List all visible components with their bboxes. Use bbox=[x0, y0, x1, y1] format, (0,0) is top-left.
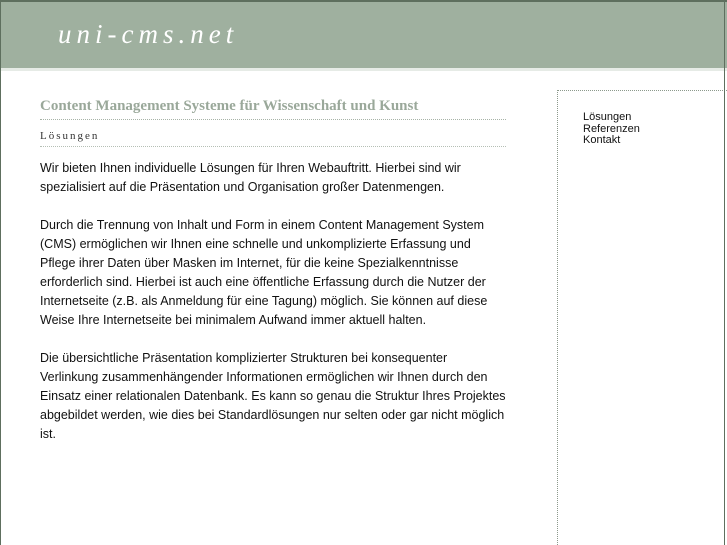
section-title: Lösungen bbox=[40, 130, 506, 147]
sidebar bbox=[557, 90, 727, 545]
nav-item-referenzen[interactable]: Referenzen bbox=[583, 122, 640, 135]
site-logo[interactable]: uni-cms.net bbox=[58, 19, 239, 49]
nav-item-loesungen[interactable]: Lösungen bbox=[583, 111, 632, 123]
page-title: Content Management Systeme für Wissenschaft und Kunst bbox=[40, 98, 506, 120]
header-divider bbox=[0, 68, 727, 71]
content-paragraph: Durch die Trennung von Inhalt und Form in einem Content Management System (CMS) ermöglichen wir Ihnen eine schnelle und unkomplizierte Erfassung und Pflege ihrer Daten über Masken im Internet, für die keine Spezialkenntnisse erforderlich sind. Hierbei ist auch eine öffentliche Erfassung durch die Nutzer der Internetseite (z.B. als Anmeldung für eine Tagung) möglich. Sie können auf diese Weise Ihre Internetseite bei minimalem Aufwand immer aktuell halten. bbox=[40, 218, 488, 327]
site-header bbox=[0, 0, 727, 68]
content-paragraph: Die übersichtliche Präsentation komplizierter Strukturen bei konsequenter Verlinkung zusammenhängender Informationen ermöglichen wir Ihnen durch den Einsatz einer relationalen Datenbank. Es kann so genau die Struktur Ihres Projektes abgebildet werden, wie dies bei Standardlösungen nur selten oder gar nicht möglich ist. bbox=[40, 351, 506, 441]
sidebar-nav bbox=[558, 91, 727, 147]
nav-item-kontakt[interactable]: Kontakt bbox=[583, 134, 621, 146]
main-content bbox=[40, 98, 506, 444]
content-paragraph: Wir bieten Ihnen individuelle Lösungen für Ihren Webauftritt. Hierbei sind wir spezialisiert auf die Präsentation und Organisation großer Datenmengen. bbox=[40, 161, 461, 194]
